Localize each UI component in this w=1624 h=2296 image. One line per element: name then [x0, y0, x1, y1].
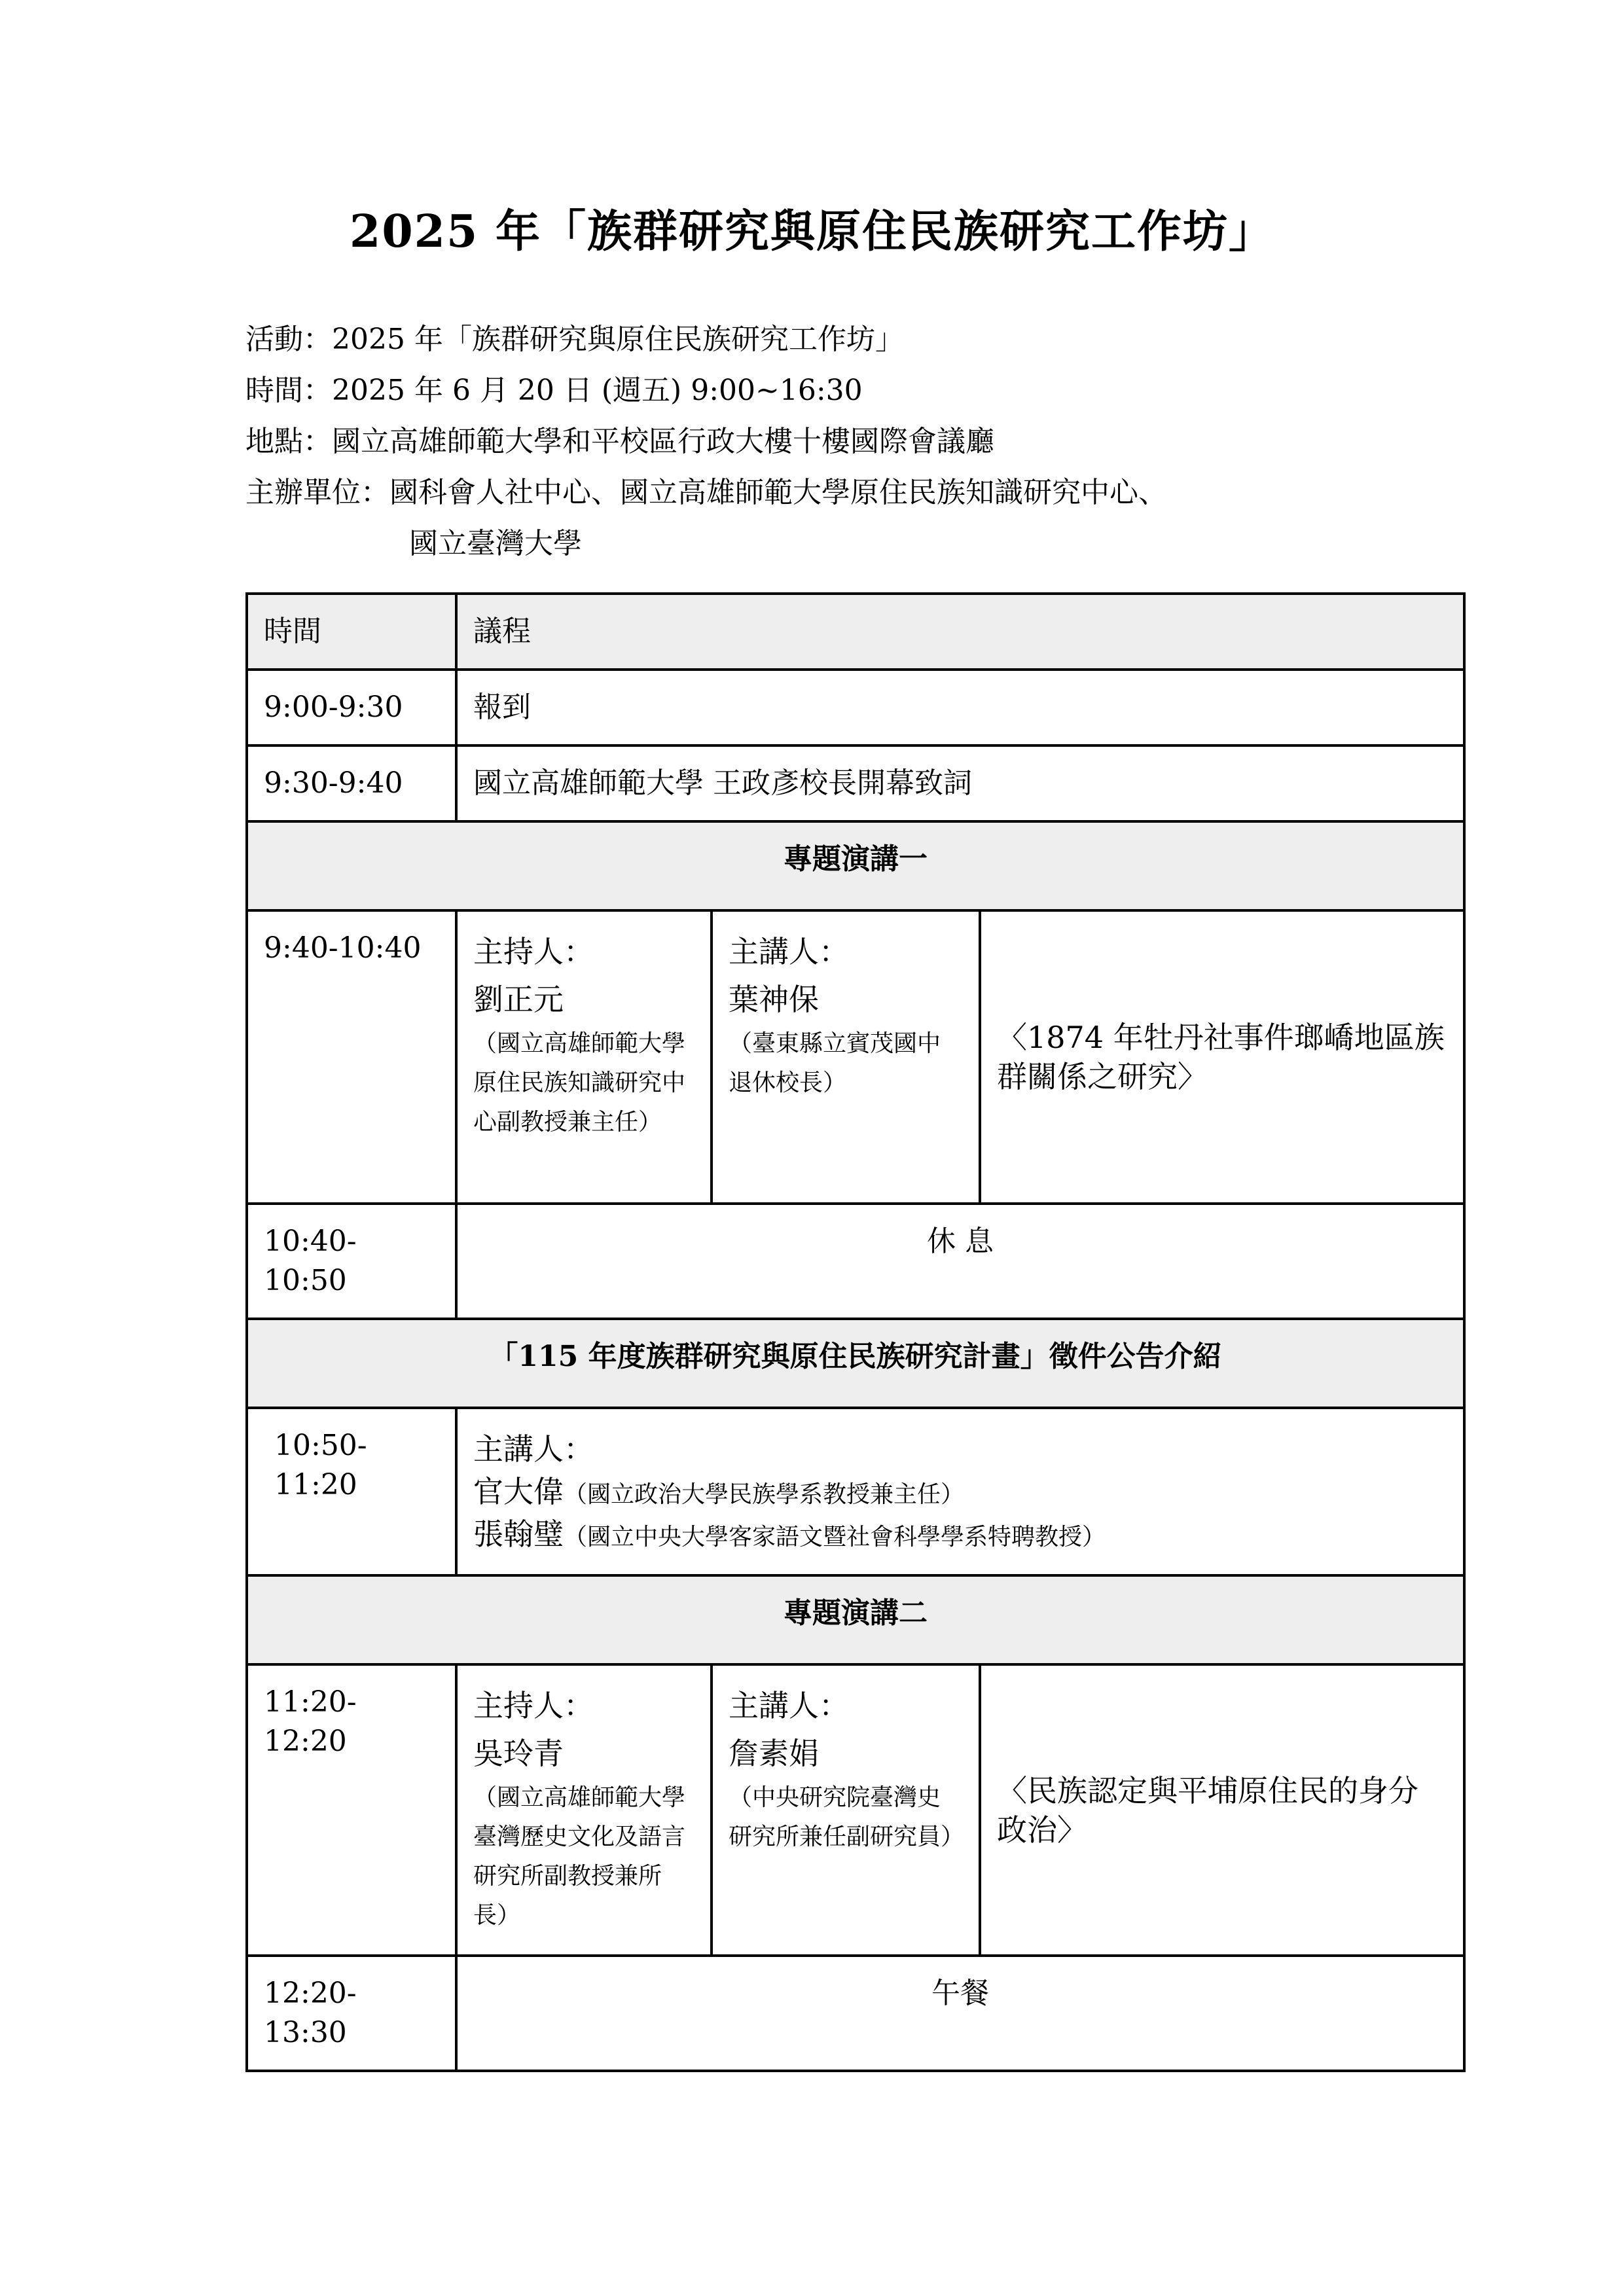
host-role: 主持人：	[473, 1688, 594, 1723]
speaker-name: 葉神保	[729, 982, 819, 1017]
section-row	[247, 821, 1464, 910]
section-row	[247, 1319, 1464, 1408]
row-item: 休 息	[456, 1204, 1464, 1319]
section-title: 專題演講一	[247, 821, 1464, 910]
time-line: 時間：2025 年 6 月 20 日 (週五) 9:00~16:30	[245, 374, 863, 407]
row-time: 10:50-11:20	[247, 1408, 456, 1575]
organizer-line: 主辦單位：國科會人社中心、國立高雄師範大學原住民族知識研究中心、	[245, 476, 1167, 509]
section-title: 專題演講二	[247, 1575, 1464, 1664]
table-row	[247, 1956, 1464, 2071]
host-affiliation: （國立高雄師範大學臺灣歷史文化及語言研究所副教授兼所長）	[473, 1784, 686, 1929]
speaker-cell	[712, 910, 980, 1204]
header-time: 時間	[247, 594, 456, 670]
speaker-role: 主講人：	[473, 1431, 594, 1467]
row-item: 國立高雄師範大學 王政彥校長開幕致詞	[456, 745, 1464, 821]
speaker-entry	[473, 1472, 1447, 1515]
speaker-affiliation: （國立政治大學民族學系教授兼主任）	[564, 1481, 965, 1508]
activity-line: 活動：2025 年「族群研究與原住民族研究工作坊」	[245, 323, 904, 356]
table-row	[247, 910, 1464, 1204]
talk-topic: 〈1874 年牡丹社事件瑯嶠地區族群關係之研究〉	[980, 910, 1464, 1204]
speaker-role: 主講人：	[729, 934, 849, 969]
speaker-affiliation: （中央研究院臺灣史研究所兼任副研究員）	[729, 1784, 965, 1850]
section-row	[247, 1575, 1464, 1664]
host-name: 吳玲青	[473, 1736, 564, 1771]
table-row	[247, 745, 1464, 821]
host-cell	[456, 910, 712, 1204]
speaker-affiliation: （國立中央大學客家語文暨社會科學學系特聘教授）	[564, 1524, 1106, 1551]
speaker-name: 詹素娟	[729, 1736, 819, 1771]
speaker-name: 官大偉	[473, 1474, 564, 1509]
section-title: 「115 年度族群研究與原住民族研究計畫」徵件公告介紹	[247, 1319, 1464, 1408]
header-agenda: 議程	[456, 594, 1464, 670]
organizer-line-continued: 國立臺灣大學	[409, 527, 582, 560]
row-time: 12:20-13:30	[247, 1956, 456, 2071]
table-row	[247, 1664, 1464, 1956]
row-time: 9:40-10:40	[247, 910, 456, 1204]
row-time: 11:20-12:20	[247, 1664, 456, 1956]
speaker-role: 主講人：	[729, 1688, 849, 1723]
row-time: 9:30-9:40	[247, 745, 456, 821]
host-name: 劉正元	[473, 982, 564, 1017]
speaker-name: 張翰璧	[473, 1516, 564, 1552]
page-title: 2025 年「族群研究與原住民族研究工作坊」	[350, 206, 1274, 258]
table-header-row	[247, 594, 1464, 670]
table-row	[247, 670, 1464, 745]
row-item: 午餐	[456, 1956, 1464, 2071]
row-time: 10:40-10:50	[247, 1204, 456, 1319]
agenda-table	[245, 592, 1466, 2072]
venue-line: 地點：國立高雄師範大學和平校區行政大樓十樓國際會議廳	[245, 425, 994, 458]
event-info	[245, 314, 1167, 569]
talk-topic: 〈民族認定與平埔原住民的身分政治〉	[980, 1664, 1464, 1956]
speaker-entry	[473, 1515, 1447, 1557]
host-cell	[456, 1664, 712, 1956]
host-role: 主持人：	[473, 934, 594, 969]
host-affiliation: （國立高雄師範大學原住民族知識研究中心副教授兼主任）	[473, 1030, 686, 1136]
row-item: 報到	[456, 670, 1464, 745]
intro-speakers	[456, 1408, 1464, 1575]
table-row	[247, 1204, 1464, 1319]
speaker-affiliation: （臺東縣立賓茂國中退休校長）	[729, 1030, 941, 1096]
speaker-cell	[712, 1664, 980, 1956]
row-time: 9:00-9:30	[247, 670, 456, 745]
table-row	[247, 1408, 1464, 1575]
